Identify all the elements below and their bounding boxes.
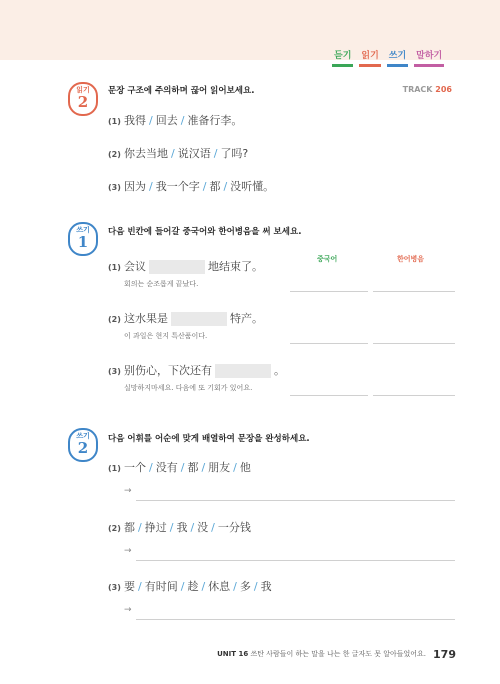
word-chunk: 说汉语 [177, 147, 211, 160]
exercise-item [108, 519, 251, 535]
fill-blank-item [108, 362, 285, 378]
tab-label: 말하기 [416, 51, 443, 61]
answer-line[interactable] [136, 560, 455, 561]
tab-underline [332, 64, 353, 67]
blank-box[interactable] [215, 364, 271, 378]
footer-unit: UNIT 16 [217, 650, 249, 658]
word-chunk: 没 [197, 521, 209, 534]
word-chunk: 都 [124, 521, 135, 534]
word-chunk: 因为 [124, 180, 146, 193]
tab-0[interactable] [329, 46, 356, 64]
footer-text: 쓰탄 사람들이 하는 말을 나는 한 글자도 못 알아들었어요. [250, 650, 426, 658]
track-label [403, 85, 452, 94]
writing2-badge [68, 428, 98, 462]
blank-box[interactable] [149, 260, 205, 274]
slash-divider: / [190, 521, 195, 534]
arrow-icon: → [124, 546, 132, 556]
tab-underline [359, 64, 380, 67]
fill-blank-item [108, 258, 263, 274]
translation: 이 과일은 현지 특산품이다. [124, 332, 208, 340]
translation: 회의는 순조롭게 끝났다. [124, 280, 199, 288]
slash-divider: / [169, 521, 174, 534]
tab-underline [414, 64, 444, 67]
badge-number: 2 [77, 93, 89, 111]
answer-line[interactable] [136, 619, 455, 620]
sentence-before: 会议 [124, 260, 146, 273]
reading-badge [68, 82, 98, 116]
blank-box[interactable] [171, 312, 227, 326]
word-chunk: 了吗? [220, 147, 249, 160]
word-chunk: 要 [124, 580, 135, 593]
word-chunk: 准备行李。 [187, 114, 243, 127]
slash-divider: / [233, 461, 237, 474]
sentence-after: 地结束了。 [208, 260, 263, 273]
translation: 실망하지마세요. 다음에 또 기회가 있어요. [124, 384, 253, 392]
badge-number: 2 [77, 439, 89, 457]
pinyin-answer-line[interactable] [373, 395, 455, 396]
exercise-item [108, 459, 251, 475]
word-chunk: 朋友 [208, 461, 231, 474]
exercise-item [108, 112, 242, 128]
word-chunk: 多 [239, 580, 251, 593]
item-number: (2) [108, 314, 121, 324]
item-number: (3) [108, 582, 121, 592]
slash-divider: / [149, 461, 153, 474]
item-number: (2) [108, 523, 121, 533]
reading-heading: 문장 구조에 주의하며 끊어 읽어보세요. [108, 86, 255, 96]
slash-divider: / [201, 461, 206, 474]
fill-blank-item [108, 310, 263, 326]
chinese-answer-line[interactable] [290, 291, 368, 292]
item-number: (1) [108, 262, 121, 272]
word-chunk: 没有 [155, 461, 178, 474]
word-chunk: 一分钱 [217, 521, 251, 534]
sentence-after: 。 [274, 364, 285, 377]
item-number: (1) [108, 116, 121, 126]
writing1-badge [68, 222, 98, 256]
chinese-answer-line[interactable] [290, 343, 368, 344]
sentence-before: 这水果是 [124, 312, 168, 325]
tab-2[interactable] [384, 46, 411, 64]
item-number: (3) [108, 182, 121, 192]
skill-tabs [329, 46, 447, 64]
word-chunk: 我一个字 [155, 180, 200, 193]
column-pinyin: 한어병음 [397, 255, 425, 263]
tab-1[interactable] [356, 46, 383, 64]
word-chunk: 没听懂。 [230, 180, 275, 193]
slash-divider: / [180, 461, 185, 474]
word-chunk: 休息 [208, 580, 231, 593]
word-chunk: 都 [187, 461, 199, 474]
pinyin-answer-line[interactable] [373, 291, 455, 292]
sentence-after: 特产。 [230, 312, 263, 325]
slash-divider: / [149, 114, 153, 127]
footer [217, 649, 426, 659]
answer-line[interactable] [136, 500, 455, 501]
slash-divider: / [223, 180, 228, 193]
badge-label: 읽기 [76, 86, 90, 94]
tab-label: 듣기 [334, 51, 352, 61]
tab-label: 읽기 [361, 51, 379, 61]
slash-divider: / [202, 180, 207, 193]
word-chunk: 都 [209, 180, 221, 193]
exercise-item [108, 145, 248, 161]
slash-divider: / [211, 521, 215, 534]
writing1-heading: 다음 빈칸에 들어갈 중국어와 한어병음을 써 보세요. [108, 227, 302, 237]
badge-number: 1 [77, 233, 89, 251]
slash-divider: / [138, 580, 142, 593]
slash-divider: / [149, 180, 153, 193]
word-chunk: 挣过 [144, 521, 167, 534]
slash-divider: / [253, 580, 258, 593]
slash-divider: / [233, 580, 237, 593]
arrow-icon: → [124, 486, 132, 496]
column-chinese: 중국어 [317, 255, 338, 263]
slash-divider: / [180, 580, 185, 593]
slash-divider: / [171, 147, 175, 160]
chinese-answer-line[interactable] [290, 395, 368, 396]
exercise-item [108, 578, 272, 594]
word-chunk: 你去当地 [124, 147, 168, 160]
tab-3[interactable] [411, 46, 447, 64]
page-number: 179 [433, 648, 456, 661]
word-chunk: 回去 [155, 114, 178, 127]
item-number: (3) [108, 366, 121, 376]
writing2-heading: 다음 어휘를 어순에 맞게 배열하여 문장을 완성하세요. [108, 434, 310, 444]
tab-underline [387, 64, 408, 67]
word-chunk: 他 [239, 461, 251, 474]
track-text: TRACK [402, 85, 433, 94]
arrow-icon: → [124, 605, 132, 615]
exercise-item [108, 178, 274, 194]
word-chunk: 一个 [124, 461, 146, 474]
badge-label: 쓰기 [76, 432, 90, 440]
word-chunk: 趁 [187, 580, 199, 593]
badge-label: 쓰기 [76, 226, 90, 234]
sentence-before: 别伤心，下次还有 [124, 364, 212, 377]
slash-divider: / [138, 521, 142, 534]
item-number: (2) [108, 149, 121, 159]
slash-divider: / [213, 147, 218, 160]
word-chunk: 我 [260, 580, 272, 593]
pinyin-answer-line[interactable] [373, 343, 455, 344]
word-chunk: 我得 [124, 114, 146, 127]
track-number: 206 [435, 85, 452, 94]
word-chunk: 我 [176, 521, 188, 534]
slash-divider: / [201, 580, 206, 593]
item-number: (1) [108, 463, 121, 473]
tab-label: 쓰기 [388, 51, 407, 61]
slash-divider: / [180, 114, 185, 127]
word-chunk: 有时间 [144, 580, 178, 593]
